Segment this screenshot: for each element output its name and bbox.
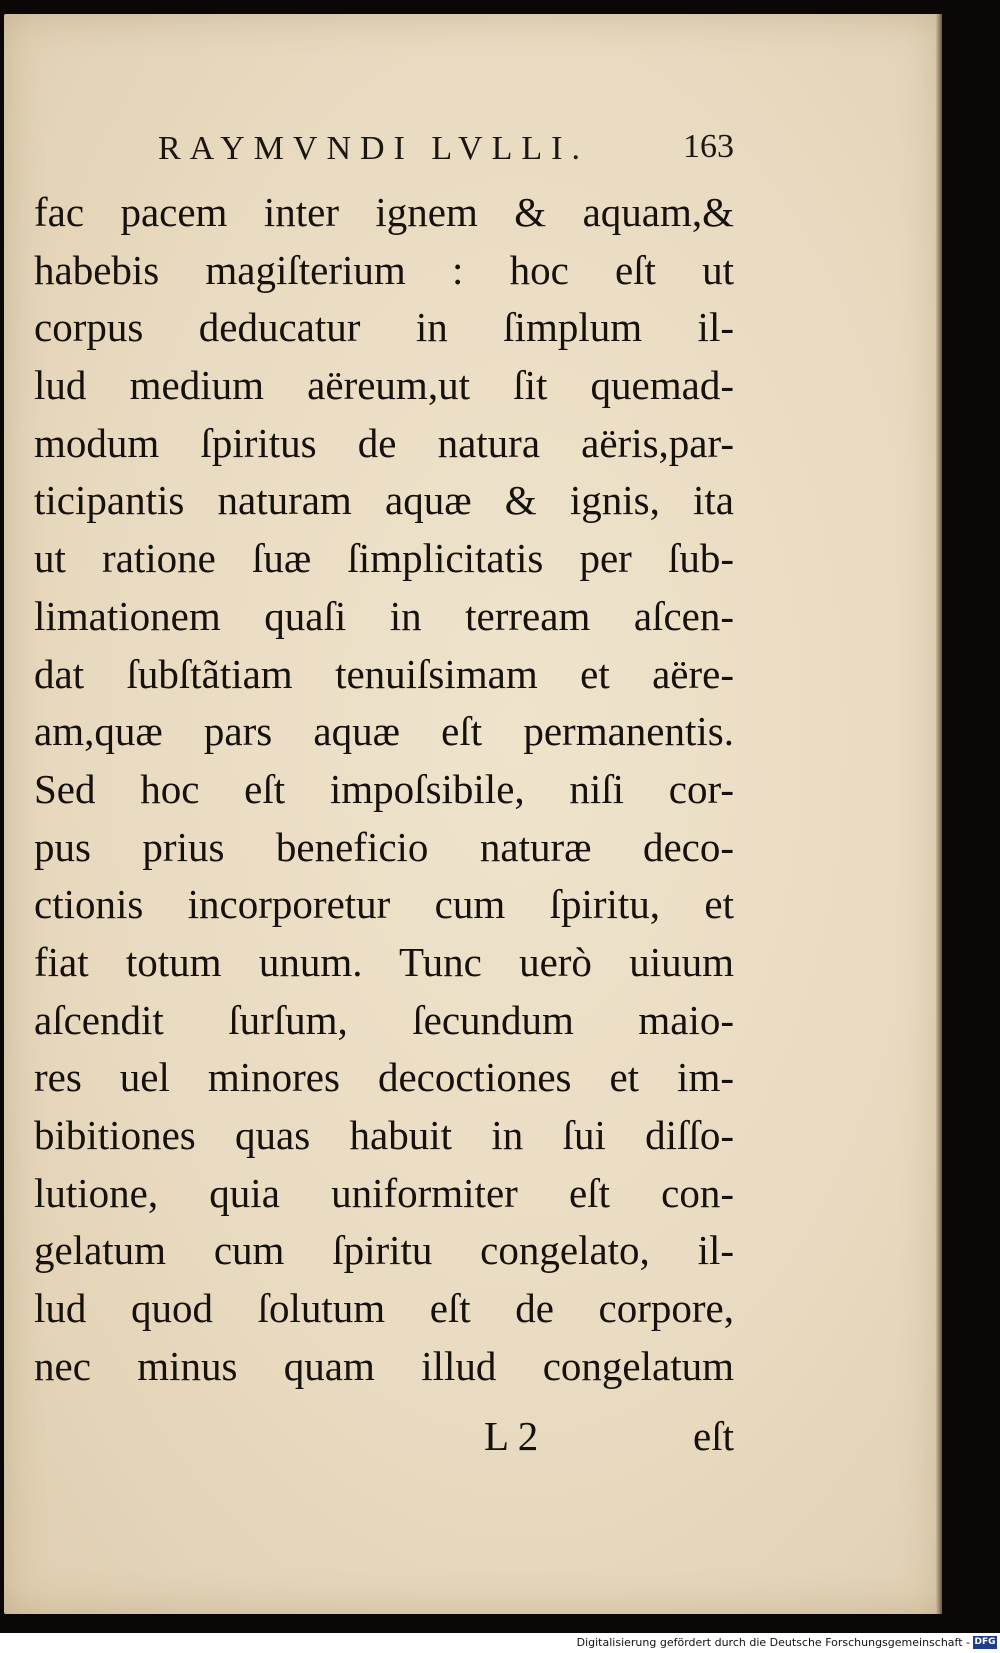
- text-line: res uel minores decoctiones et im-: [34, 1054, 734, 1101]
- text-line: fiat totum unum. Tunc uerò uiuum: [34, 938, 734, 985]
- funding-credit: Digitalisierung gefördert durch die Deutsche Forschungsgemeinschaft -: [576, 1636, 970, 1649]
- text-line: modum ſpiritus de natura aëris,par-: [34, 419, 734, 466]
- text-line: habebis magiſterium : hoc eſt ut: [34, 246, 734, 293]
- page-edge: [936, 14, 942, 1614]
- text-line: ticipantis naturam aquæ & ignis, ita: [34, 477, 734, 524]
- page-number: 163: [683, 128, 734, 165]
- text-line: ut ratione ſuæ ſimplicitatis per ſub-: [34, 535, 734, 582]
- signature-mark: L 2: [484, 1413, 539, 1459]
- text-line: am,quæ pars aquæ eſt permanentis.: [34, 708, 734, 755]
- text-line: corpus deducatur in ſimplum il-: [34, 304, 734, 351]
- catchword: eſt: [693, 1413, 734, 1459]
- text-line: bibitiones quas habuit in ſui diſſo-: [34, 1112, 734, 1158]
- text-line: limationem quaſi in terream aſcen-: [34, 592, 734, 639]
- catchline: [34, 1412, 734, 1472]
- text-line: nec minus quam illud congelatum: [34, 1342, 734, 1389]
- text-line: Sed hoc eſt impoſsibile, niſi cor-: [34, 765, 734, 812]
- running-head: [34, 124, 734, 174]
- text-line: gelatum cum ſpiritu congelato, il-: [34, 1227, 734, 1274]
- text-line: aſcendit ſurſum, ſecundum maio-: [34, 996, 734, 1043]
- text-line: fac pacem inter ignem & aquam,&: [34, 189, 734, 235]
- text-line: pus prius beneficio naturæ deco-: [34, 823, 734, 870]
- running-title: RAYMVNDI LVLLI.: [158, 130, 589, 167]
- text-line: lutione, quia uniformiter eſt con-: [34, 1169, 734, 1216]
- footer-bar: [0, 1633, 1000, 1653]
- text-block: [34, 184, 734, 1395]
- text-line: dat ſubſtãtiam tenuiſsimam et aëre-: [34, 650, 734, 697]
- text-line: lud quod ſolutum eſt de corpore,: [34, 1285, 734, 1332]
- dfg-logo-icon: DFG: [974, 1637, 996, 1647]
- text-line: lud medium aëreum,ut ſit quemad-: [34, 362, 734, 409]
- book-page: [4, 14, 940, 1614]
- text-line: ctionis incorporetur cum ſpiritu, et: [34, 881, 734, 928]
